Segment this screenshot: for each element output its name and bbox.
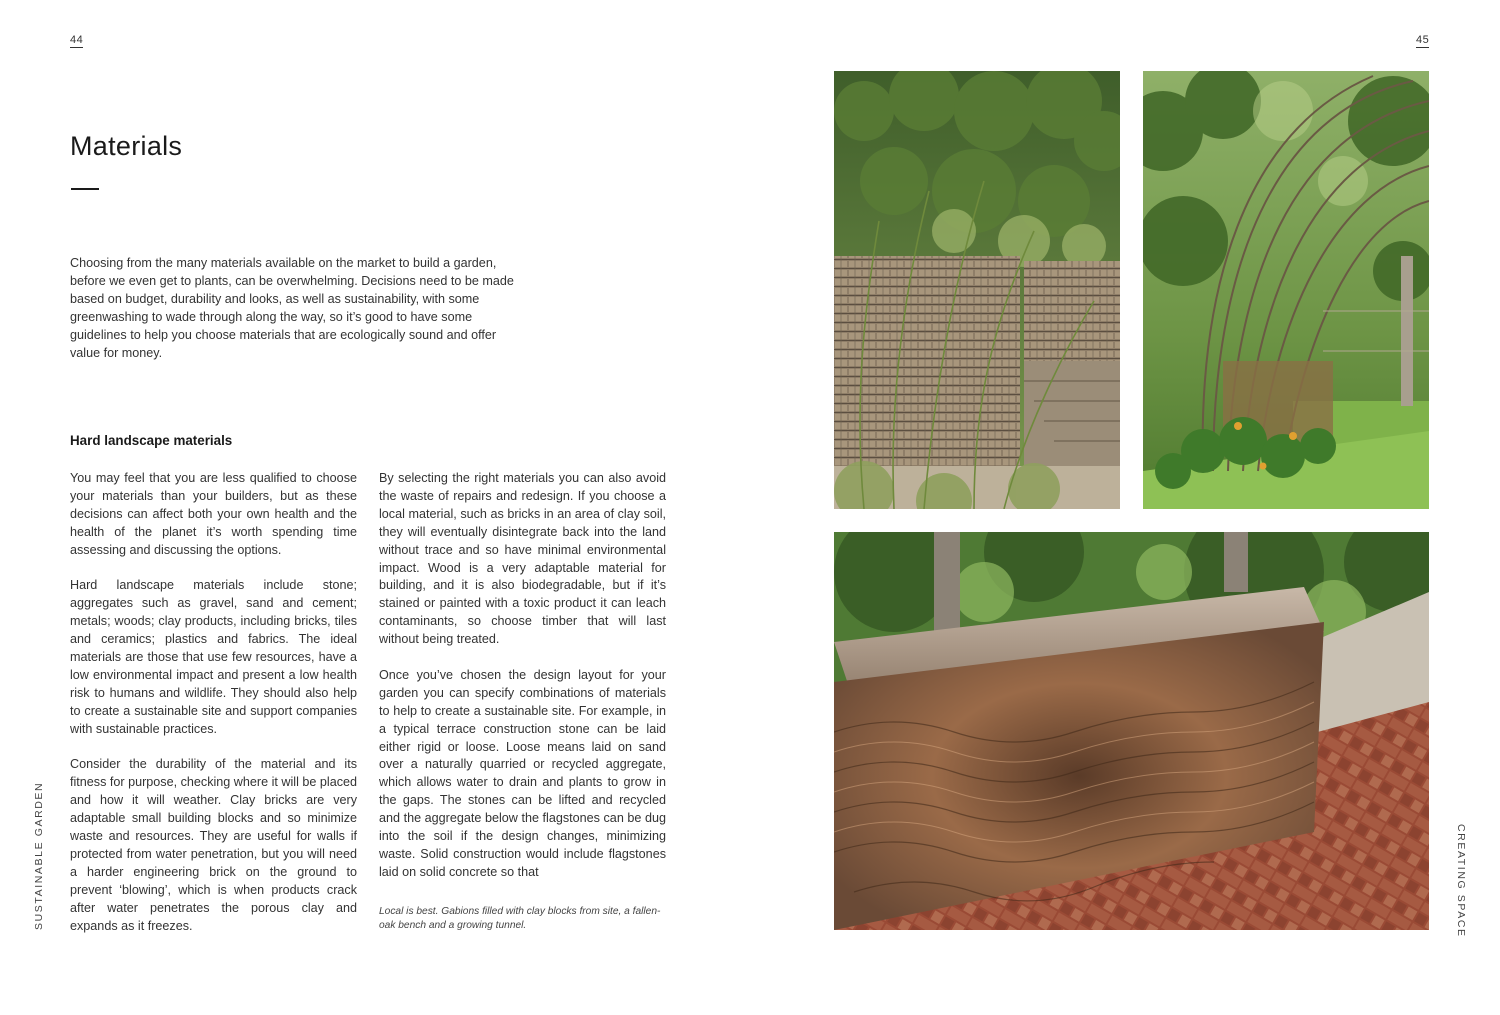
- page-number-right: 45: [1416, 34, 1430, 46]
- title-underline: [71, 188, 99, 190]
- body-column-2: [379, 470, 666, 900]
- body-paragraph: By selecting the right materials you can also avoid the waste of repairs and redesign. If you choose a local material, such as bricks in an area of clay soil, they will eventually disintegrate back into the land without trace and so have minimal environmental impact. Wood is a very adaptable material for building, and it is also biodegradable, but if it’s stained or painted with a toxic product it can leach contaminants, so choose timber that will last without being treated.: [379, 471, 666, 647]
- page-number-left: 44: [70, 34, 84, 46]
- running-head-left: SUSTAINABLE GARDEN: [33, 781, 45, 930]
- intro-paragraph: Choosing from the many materials available on the market to build a garden, before we even get to plants, can be overwhelming. Decisions need to be made based on budget, durability and looks, as well as sustainability, with some greenwashing to wade through along the way, so it’s good to have some guidelines to help you choose materials that are ecologically sound and offer value for money.: [70, 256, 514, 360]
- photo-caption: Local is best. Gabions filled with clay blocks from site, a fallen-oak bench and a growing tunnel.: [379, 906, 661, 931]
- section-subheading: Hard landscape materials: [70, 433, 233, 448]
- body-paragraph: You may feel that you are less qualified to choose your materials than your builders, but as these decisions can affect both your own health and the health of the planet it’s worth spending time assessing and discussing the options.: [70, 471, 357, 557]
- body-paragraph: Hard landscape materials include stone; aggregates such as gravel, sand and cement; metals; woods; clay products, including bricks, tiles and ceramics; plastics and fabrics. The ideal materials are those that use few resources, have a low environmental impact and present a low health risk to humans and wildlife. They should also help to create a sustainable site and support companies with sustainable practices.: [70, 578, 357, 736]
- gabion-wall-photo: [834, 71, 1120, 509]
- oak-bench-photo: [834, 532, 1429, 930]
- running-head-right: CREATING SPACE: [1455, 824, 1467, 938]
- willow-tunnel-photo: [1143, 71, 1429, 509]
- body-paragraph: Once you’ve chosen the design layout for your garden you can specify combinations of materials to help to create a sustainable site. For example, in a typical terrace construction stone can be laid either rigid or loose. Loose means laid on sand over a naturally quarried or recycled aggregate, which allows water to drain and plants to grow in the gaps. The stones can be lifted and recycled and the aggregate below the flagstones can be dug into the soil if the design changes, minimizing waste. Solid construction would include flagstones laid on solid concrete so that: [379, 667, 666, 879]
- chapter-title: Materials: [70, 131, 183, 161]
- body-paragraph: Consider the durability of the material and its fitness for purpose, checking where it will be placed and how it will weather. Clay bricks are very adaptable small building blocks and so minimize waste and resources. They are useful for walls if protected from water penetration, but you will need a harder engineering brick on the ground to prevent ‘blowing’, which is when products crack after water penetrates the porous clay and expands as it freezes.: [70, 757, 358, 933]
- body-column-1: [70, 470, 357, 953]
